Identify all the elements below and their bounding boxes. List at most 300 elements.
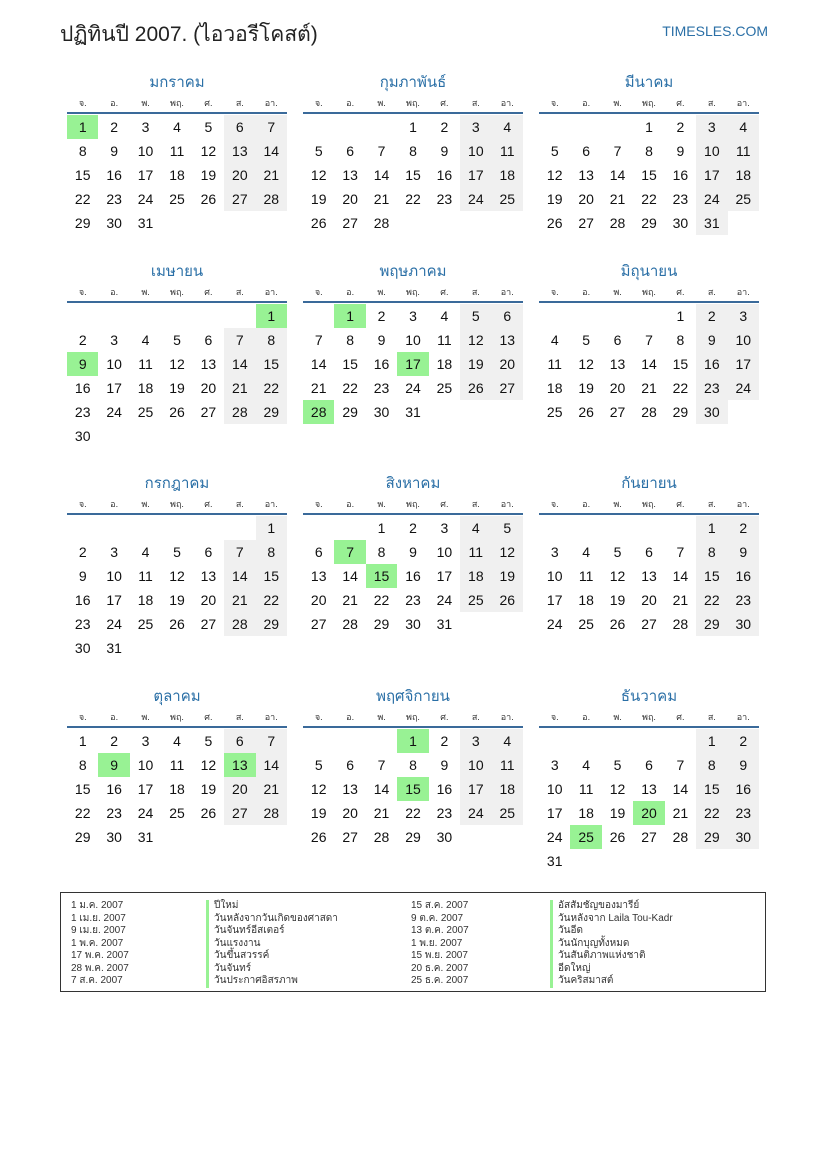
- weekday-label: ศ.: [676, 98, 685, 108]
- day-cell: 19: [546, 191, 563, 207]
- day-cell: 4: [141, 544, 150, 560]
- day-cell: 7: [256, 115, 287, 139]
- day-cell: 17: [436, 568, 453, 584]
- day-cell: 22: [373, 592, 390, 608]
- day-cell: 8: [409, 757, 417, 773]
- day-cell: 14: [342, 568, 358, 584]
- weekday-label: อ.: [346, 287, 355, 297]
- day-cell: 19: [310, 805, 327, 821]
- weekday-header: [67, 283, 287, 303]
- day-cell: 14: [672, 568, 689, 584]
- weekday-label: อา.: [736, 287, 750, 297]
- day-cell: 5: [550, 143, 559, 159]
- day-cell: 1: [696, 729, 727, 753]
- day-cell: 28: [373, 215, 390, 231]
- day-cell: 26: [492, 588, 523, 612]
- holiday-day-cell: 28: [303, 400, 334, 424]
- weekday-label: พฤ.: [406, 287, 420, 297]
- day-cell: 9: [78, 568, 87, 584]
- legend-names-col-1: [206, 900, 338, 988]
- day-cell: 4: [173, 733, 181, 749]
- day-cell: 19: [169, 380, 185, 396]
- day-cell: 26: [200, 191, 217, 207]
- day-cell: 16: [74, 592, 91, 608]
- empty-cell: [334, 729, 365, 753]
- days-grid: [539, 516, 759, 636]
- day-cell: 14: [224, 564, 255, 588]
- month-name: มิถุนายน: [620, 263, 678, 280]
- legend-date: 1 เม.ย. 2007: [71, 912, 126, 924]
- day-cell: 27: [342, 829, 358, 845]
- day-cell: 10: [546, 781, 563, 797]
- day-cell: 3: [141, 119, 150, 135]
- weekday-label: พฤ.: [642, 98, 656, 108]
- day-cell: 21: [224, 376, 255, 400]
- day-cell: 19: [310, 191, 327, 207]
- day-cell: 7: [676, 544, 685, 560]
- day-cell: 9: [696, 328, 727, 352]
- day-cell: 9: [409, 544, 417, 560]
- day-cell: 29: [696, 612, 727, 636]
- day-cell: 14: [224, 352, 255, 376]
- day-cell: 6: [346, 143, 355, 159]
- empty-cell: [334, 516, 365, 540]
- day-cell: 14: [641, 356, 657, 372]
- day-cell: 27: [224, 801, 255, 825]
- day-cell: 23: [74, 404, 91, 420]
- legend-holiday-name: อีดใหญ่: [550, 963, 673, 976]
- day-cell: 13: [492, 328, 523, 352]
- day-cell: 12: [169, 356, 185, 372]
- day-cell: 25: [546, 404, 563, 420]
- empty-cell: [602, 304, 633, 328]
- day-cell: 18: [546, 380, 563, 396]
- day-cell: 26: [200, 805, 217, 821]
- weekday-label: ส.: [235, 287, 244, 297]
- day-cell: 8: [409, 143, 417, 159]
- day-cell: 22: [405, 805, 421, 821]
- weekday-label: อ.: [582, 98, 591, 108]
- day-cell: 20: [200, 592, 217, 608]
- month-block: [303, 473, 523, 636]
- weekday-label: ศ.: [204, 712, 213, 722]
- day-cell: 18: [492, 163, 523, 187]
- empty-cell: [633, 516, 664, 540]
- day-cell: 17: [546, 592, 563, 608]
- weekday-label: อ.: [582, 712, 591, 722]
- day-cell: 16: [405, 568, 421, 584]
- month-block: [67, 473, 287, 660]
- holiday-day-cell: 13: [224, 753, 255, 777]
- weekday-label: จ.: [78, 98, 87, 108]
- day-cell: 22: [696, 588, 727, 612]
- day-cell: 18: [728, 163, 759, 187]
- legend-date: 1 พ.ค. 2007: [71, 937, 124, 949]
- day-cell: 24: [546, 829, 563, 845]
- empty-cell: [633, 304, 664, 328]
- day-cell: 27: [492, 376, 523, 400]
- day-cell: 11: [138, 356, 153, 372]
- legend-date: 28 พ.ค. 2007: [71, 962, 129, 974]
- day-cell: 1: [696, 516, 727, 540]
- day-cell: 12: [310, 781, 327, 797]
- month-block: [303, 686, 523, 849]
- day-cell: 31: [106, 640, 122, 656]
- weekday-label: อา.: [736, 499, 750, 509]
- weekday-label: ส.: [471, 499, 480, 509]
- empty-cell: [539, 115, 570, 139]
- day-cell: 11: [728, 139, 759, 163]
- day-cell: 14: [373, 167, 390, 183]
- weekday-label: จ.: [78, 499, 87, 509]
- day-cell: 27: [200, 404, 217, 420]
- empty-cell: [161, 304, 192, 328]
- empty-cell: [570, 729, 601, 753]
- empty-cell: [602, 516, 633, 540]
- empty-cell: [334, 115, 365, 139]
- day-cell: 31: [546, 853, 563, 869]
- page-title: ปฏิทินปี 2007. (ไอวอรีโคสต์): [60, 23, 318, 46]
- weekday-label: พ.: [377, 98, 386, 108]
- day-cell: 10: [546, 568, 563, 584]
- month-name: ตุลาคม: [153, 688, 201, 705]
- day-cell: 12: [492, 540, 523, 564]
- day-cell: 28: [342, 616, 358, 632]
- day-cell: 4: [550, 332, 559, 348]
- weekday-label: อา.: [500, 98, 514, 108]
- weekday-label: พ.: [141, 712, 150, 722]
- day-cell: 5: [613, 544, 622, 560]
- day-cell: 25: [436, 380, 453, 396]
- month-block: [539, 686, 759, 873]
- day-cell: 20: [342, 191, 358, 207]
- day-cell: 7: [645, 332, 653, 348]
- days-grid: [303, 516, 523, 636]
- day-cell: 8: [696, 753, 727, 777]
- empty-cell: [303, 729, 334, 753]
- legend-holiday-name: วันขึ้นสวรรค์: [206, 950, 338, 963]
- day-cell: 16: [436, 167, 453, 183]
- weekday-label: ส.: [707, 98, 716, 108]
- day-cell: 10: [106, 568, 122, 584]
- legend-date: 15 ส.ค. 2007: [411, 900, 469, 911]
- day-cell: 26: [578, 404, 594, 420]
- day-cell: 20: [310, 592, 327, 608]
- day-cell: 5: [204, 119, 213, 135]
- day-cell: 30: [106, 215, 122, 231]
- weekday-label: จ.: [314, 98, 323, 108]
- day-cell: 15: [342, 356, 358, 372]
- day-cell: 9: [377, 332, 386, 348]
- day-cell: 21: [342, 592, 358, 608]
- day-cell: 14: [373, 781, 390, 797]
- day-cell: 15: [641, 167, 657, 183]
- day-cell: 26: [169, 616, 185, 632]
- day-cell: 5: [582, 332, 591, 348]
- weekday-header: [67, 495, 287, 515]
- day-cell: 30: [74, 640, 91, 656]
- weekday-label: อา.: [264, 499, 278, 509]
- day-cell: 27: [224, 187, 255, 211]
- weekday-label: อ.: [582, 499, 591, 509]
- day-cell: 23: [672, 191, 689, 207]
- weekday-label: ศ.: [440, 712, 449, 722]
- weekday-label: พฤ.: [170, 499, 184, 509]
- day-cell: 15: [696, 564, 727, 588]
- day-cell: 29: [256, 400, 287, 424]
- day-cell: 7: [377, 757, 386, 773]
- weekday-label: ส.: [235, 98, 244, 108]
- day-cell: 9: [440, 143, 449, 159]
- day-cell: 28: [672, 616, 689, 632]
- day-cell: 27: [609, 404, 626, 420]
- day-cell: 20: [200, 380, 217, 396]
- month-block: [67, 686, 287, 849]
- day-cell: 26: [609, 829, 626, 845]
- day-cell: 28: [256, 187, 287, 211]
- day-cell: 29: [641, 215, 657, 231]
- day-cell: 10: [696, 139, 727, 163]
- weekday-label: พฤ.: [642, 499, 656, 509]
- day-cell: 13: [578, 167, 594, 183]
- day-cell: 10: [460, 139, 491, 163]
- weekday-label: อา.: [500, 499, 514, 509]
- day-cell: 23: [106, 805, 122, 821]
- day-cell: 1: [645, 119, 653, 135]
- day-cell: 19: [492, 564, 523, 588]
- day-cell: 26: [169, 404, 185, 420]
- day-cell: 21: [609, 191, 626, 207]
- site-link[interactable]: TIMESLES.COM: [662, 23, 768, 39]
- day-cell: 8: [256, 540, 287, 564]
- weekday-label: อ.: [582, 287, 591, 297]
- day-cell: 7: [314, 332, 323, 348]
- day-cell: 29: [696, 825, 727, 849]
- day-cell: 2: [440, 119, 449, 135]
- day-cell: 25: [460, 588, 491, 612]
- day-cell: 3: [409, 308, 417, 324]
- day-cell: 20: [492, 352, 523, 376]
- day-cell: 10: [436, 544, 453, 560]
- day-cell: 3: [440, 520, 449, 536]
- day-cell: 22: [696, 801, 727, 825]
- day-cell: 10: [106, 356, 122, 372]
- day-cell: 10: [137, 143, 154, 159]
- day-cell: 26: [310, 215, 327, 231]
- day-cell: 6: [224, 115, 255, 139]
- day-cell: 30: [696, 400, 727, 424]
- day-cell: 15: [74, 167, 91, 183]
- day-cell: 30: [728, 612, 759, 636]
- day-cell: 26: [609, 616, 626, 632]
- day-cell: 6: [645, 757, 653, 773]
- weekday-label: พ.: [377, 287, 386, 297]
- day-cell: 8: [78, 757, 87, 773]
- legend-holiday-name: วันแรงงาน: [206, 938, 338, 951]
- day-cell: 19: [609, 805, 626, 821]
- day-cell: 4: [728, 115, 759, 139]
- weekday-label: พ.: [141, 98, 150, 108]
- day-cell: 10: [405, 332, 421, 348]
- weekday-label: อา.: [736, 712, 750, 722]
- days-grid: [303, 115, 523, 235]
- day-cell: 16: [74, 380, 91, 396]
- day-cell: 2: [78, 544, 87, 560]
- day-cell: 23: [436, 191, 453, 207]
- weekday-label: อ.: [346, 98, 355, 108]
- weekday-label: พฤ.: [170, 287, 184, 297]
- weekday-label: ศ.: [440, 287, 449, 297]
- weekday-label: พ.: [141, 287, 150, 297]
- day-cell: 8: [645, 143, 653, 159]
- legend-date: 9 เม.ย. 2007: [71, 925, 126, 936]
- legend-holiday-name: วันประกาศอิสรภาพ: [206, 975, 338, 988]
- day-cell: 21: [672, 592, 689, 608]
- month-name: พฤษภาคม: [379, 263, 447, 280]
- day-cell: 15: [405, 167, 421, 183]
- day-cell: 8: [696, 540, 727, 564]
- day-cell: 4: [582, 757, 591, 773]
- day-cell: 22: [342, 380, 358, 396]
- legend-dates-col-1: [71, 900, 129, 988]
- day-cell: 17: [460, 163, 491, 187]
- weekday-header: [539, 283, 759, 303]
- day-cell: 30: [405, 616, 421, 632]
- empty-cell: [67, 304, 98, 328]
- weekday-label: ส.: [707, 712, 716, 722]
- legend-date: 13 ต.ค. 2007: [411, 925, 469, 936]
- day-cell: 5: [173, 332, 181, 348]
- day-cell: 18: [436, 356, 453, 372]
- day-cell: 20: [224, 777, 255, 801]
- month-name: เมษายน: [150, 263, 204, 280]
- day-cell: 7: [224, 328, 255, 352]
- day-cell: 8: [676, 332, 685, 348]
- day-cell: 31: [436, 616, 453, 632]
- day-cell: 17: [106, 592, 122, 608]
- day-cell: 16: [436, 781, 453, 797]
- day-cell: 26: [310, 829, 327, 845]
- day-cell: 12: [578, 356, 594, 372]
- day-cell: 8: [377, 544, 386, 560]
- day-cell: 9: [440, 757, 449, 773]
- weekday-label: อ.: [110, 287, 119, 297]
- holiday-day-cell: 20: [633, 801, 664, 825]
- weekday-label: ส.: [471, 287, 480, 297]
- day-cell: 4: [492, 729, 523, 753]
- day-cell: 11: [578, 568, 594, 584]
- day-cell: 24: [728, 376, 759, 400]
- legend-date: 1 พ.ย. 2007: [411, 937, 463, 949]
- weekday-header: [303, 495, 523, 515]
- day-cell: 30: [728, 825, 759, 849]
- day-cell: 2: [696, 304, 727, 328]
- weekday-label: พ.: [141, 499, 150, 509]
- day-cell: 15: [74, 781, 91, 797]
- weekday-label: อา.: [500, 287, 514, 297]
- day-cell: 19: [200, 167, 217, 183]
- day-cell: 2: [409, 520, 417, 536]
- empty-cell: [602, 115, 633, 139]
- weekday-label: อ.: [346, 712, 355, 722]
- day-cell: 28: [373, 829, 390, 845]
- weekday-label: พฤ.: [406, 98, 420, 108]
- day-cell: 11: [492, 753, 523, 777]
- day-cell: 12: [200, 757, 217, 773]
- day-cell: 22: [641, 191, 657, 207]
- day-cell: 10: [728, 328, 759, 352]
- day-cell: 9: [676, 143, 685, 159]
- weekday-label: อ.: [346, 499, 355, 509]
- empty-cell: [539, 304, 570, 328]
- holiday-day-cell: 1: [256, 304, 287, 328]
- empty-cell: [539, 516, 570, 540]
- days-grid: [67, 304, 287, 448]
- empty-cell: [665, 516, 696, 540]
- day-cell: 19: [460, 352, 491, 376]
- weekday-label: อา.: [264, 98, 278, 108]
- day-cell: 8: [78, 143, 87, 159]
- day-cell: 5: [613, 757, 622, 773]
- day-cell: 17: [696, 163, 727, 187]
- day-cell: 21: [224, 588, 255, 612]
- weekday-label: จ.: [314, 499, 323, 509]
- day-cell: 10: [137, 757, 154, 773]
- day-cell: 7: [256, 729, 287, 753]
- day-cell: 25: [137, 616, 154, 632]
- day-cell: 12: [200, 143, 217, 159]
- day-cell: 16: [106, 781, 122, 797]
- holiday-day-cell: 15: [366, 564, 397, 588]
- day-cell: 9: [110, 143, 119, 159]
- day-cell: 18: [169, 781, 185, 797]
- day-cell: 23: [373, 380, 390, 396]
- day-cell: 13: [310, 568, 327, 584]
- day-cell: 16: [728, 777, 759, 801]
- day-cell: 9: [728, 540, 759, 564]
- day-cell: 20: [609, 380, 626, 396]
- days-grid: [539, 304, 759, 424]
- empty-cell: [98, 304, 129, 328]
- day-cell: 31: [405, 404, 421, 420]
- day-cell: 23: [436, 805, 453, 821]
- day-cell: 2: [440, 733, 449, 749]
- day-cell: 5: [460, 304, 491, 328]
- day-cell: 19: [578, 380, 594, 396]
- day-cell: 17: [106, 380, 122, 396]
- day-cell: 31: [696, 211, 727, 235]
- day-cell: 14: [672, 781, 689, 797]
- day-cell: 18: [137, 592, 154, 608]
- day-cell: 14: [256, 139, 287, 163]
- empty-cell: [602, 729, 633, 753]
- day-cell: 25: [728, 187, 759, 211]
- day-cell: 28: [224, 612, 255, 636]
- day-cell: 25: [578, 616, 594, 632]
- day-cell: 11: [169, 143, 185, 159]
- day-cell: 1: [78, 733, 87, 749]
- day-cell: 3: [460, 729, 491, 753]
- month-name: สิงหาคม: [385, 475, 441, 492]
- days-grid: [67, 516, 287, 660]
- days-grid: [67, 115, 287, 235]
- legend-holiday-name: วันจันทร์: [206, 963, 338, 976]
- legend-holiday-name: วันหลังจาก Laila Tou-Kadr: [550, 913, 673, 926]
- day-cell: 21: [641, 380, 657, 396]
- day-cell: 21: [672, 805, 689, 821]
- day-cell: 13: [200, 568, 217, 584]
- day-cell: 4: [492, 115, 523, 139]
